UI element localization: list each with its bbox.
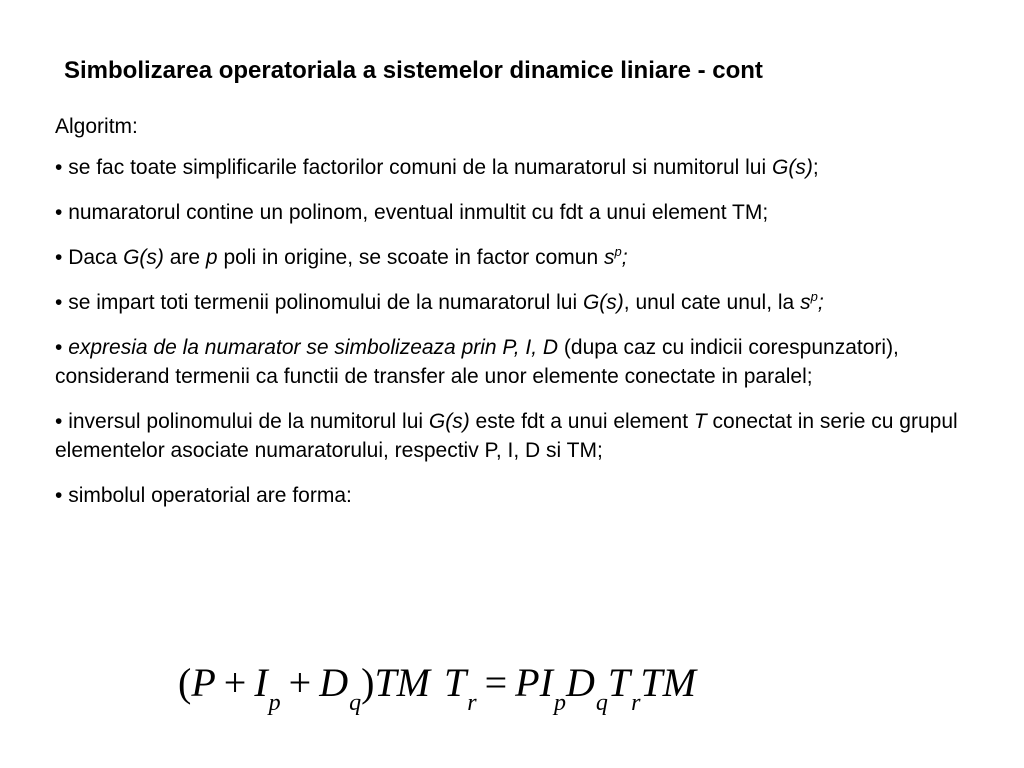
bullet-item-5 — [55, 333, 975, 391]
bullet-marker: • — [55, 246, 63, 269]
bullet-item-1 — [55, 153, 975, 182]
formula-plus: + — [288, 660, 312, 705]
bullet-item-7 — [55, 481, 975, 510]
slide-title: Simbolizarea operatoriala a sistemelor dinamice liniare - cont — [64, 57, 763, 84]
bullet-3-gs: G(s) — [123, 246, 164, 269]
bullet-3-end: ; — [621, 246, 628, 269]
bullet-4-end: ; — [817, 291, 824, 314]
bullet-marker: • — [55, 291, 63, 314]
bullet-6-t2: este fdt a unui element — [469, 410, 694, 433]
formula-D: D — [565, 660, 595, 705]
formula-TM: TM — [640, 660, 696, 705]
bullet-6-T: T — [693, 410, 707, 433]
bullet-1-end: ; — [812, 156, 819, 179]
formula-sub-p: p — [553, 690, 566, 716]
bullet-5-italic: expresia de la numarator se simbolizeaza prin P, I, D — [68, 336, 559, 359]
bullet-3-t2: are — [163, 246, 206, 269]
bullet-4-sup: p — [810, 289, 818, 304]
bullet-marker: • — [55, 156, 63, 179]
formula-T: T — [444, 660, 467, 705]
bullet-2-text: numaratorul contine un polinom, eventual inmultit cu fdt a unui element TM; — [68, 201, 769, 224]
bullet-marker: • — [55, 410, 63, 433]
formula-D: D — [319, 660, 349, 705]
formula-open-paren: ( — [178, 660, 192, 705]
bullet-marker: • — [55, 336, 63, 359]
formula-T: T — [607, 660, 631, 705]
bullet-1-gs: G(s) — [772, 156, 813, 179]
bullet-1-text: se fac toate simplificarile factorilor comuni de la numaratorul si numitorul lui — [68, 156, 772, 179]
bullet-item-2 — [55, 198, 975, 227]
bullet-item-3 — [55, 243, 975, 272]
bullet-7-text: simbolul operatorial are forma: — [68, 484, 352, 507]
bullet-item-6 — [55, 407, 975, 465]
formula-TM: TM — [374, 660, 431, 705]
formula-I: I — [254, 660, 268, 705]
bullet-4-t1: se impart toti termenii polinomului de la numaratorul lui — [68, 291, 583, 314]
formula-sub-q: q — [349, 690, 362, 716]
bullet-6-t1: inversul polinomului de la numitorul lui — [68, 410, 429, 433]
bullet-4-t2: , unul cate unul, la — [623, 291, 801, 314]
bullet-5-text: (dupa caz cu indicii corespunzatori), considerand termenii ca functii de transfer ale unor elemente conectate in paralel; — [55, 336, 899, 388]
bullet-4-s: s — [800, 291, 811, 314]
formula-sub-p: p — [268, 690, 281, 716]
formula-sub-r: r — [631, 690, 641, 716]
bullet-marker: • — [55, 484, 63, 507]
formula-equals: = — [484, 660, 508, 705]
bullet-6-gs: G(s) — [428, 410, 470, 433]
intro-text: Algoritm: — [55, 115, 138, 138]
formula-sub-r: r — [467, 690, 477, 716]
formula-sub-q: q — [595, 690, 608, 716]
formula-plus: + — [223, 660, 247, 705]
bullet-3-sup: p — [614, 244, 622, 259]
bullet-item-4 — [55, 288, 975, 317]
formula-close-paren: ) — [361, 660, 375, 705]
bullet-6-t3: conectat in serie cu grupul elementelor asociate numaratorului, respectiv P, I, D si TM; — [55, 410, 958, 462]
bullet-3-t1: Daca — [68, 246, 124, 269]
slide-body — [55, 112, 975, 526]
operational-formula — [178, 658, 696, 714]
bullet-4-gs: G(s) — [582, 291, 624, 314]
bullet-3-p: p — [205, 246, 218, 269]
bullet-3-t3: poli in origine, se scoate in factor comun — [217, 246, 604, 269]
bullet-marker: • — [55, 201, 63, 224]
bullet-3-s: s — [603, 246, 615, 269]
formula-PI: PI — [515, 660, 553, 705]
formula-P: P — [191, 660, 216, 705]
